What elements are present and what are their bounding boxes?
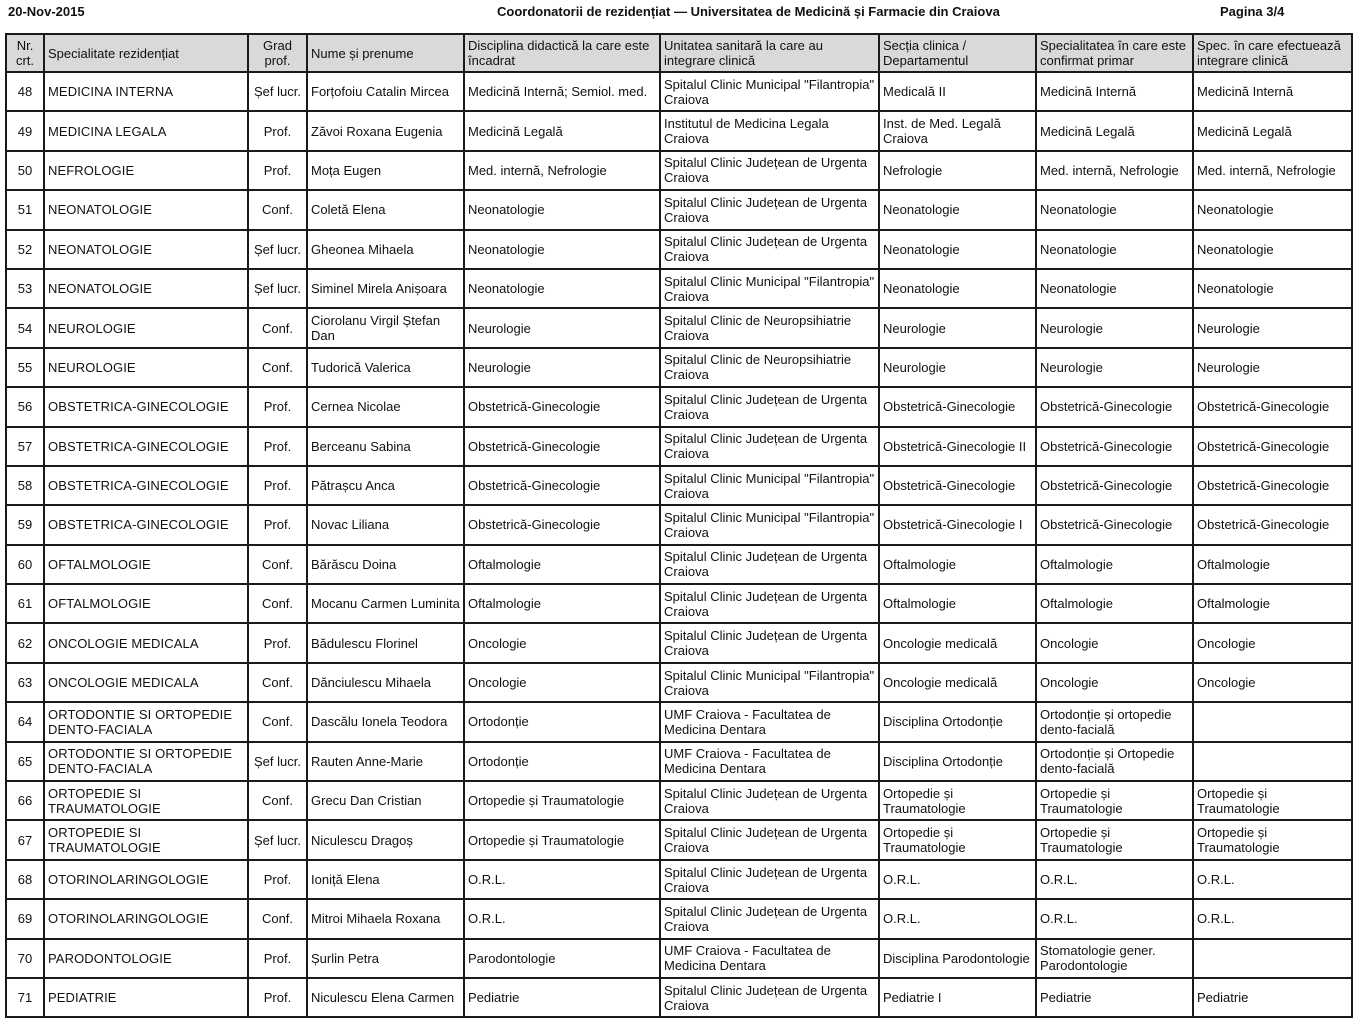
table-cell: 60 <box>6 545 44 584</box>
table-cell: Medicală II <box>879 72 1036 111</box>
table-cell: Obstetrică-Ginecologie <box>1036 466 1193 505</box>
table-cell: Obstetrică-Ginecologie <box>1036 387 1193 426</box>
table-cell: NEUROLOGIE <box>44 348 248 387</box>
table-cell: 50 <box>6 151 44 190</box>
table-cell: Dănciulescu Mihaela <box>307 663 464 702</box>
table-row <box>6 820 1352 859</box>
table-cell: Prof. <box>248 623 307 662</box>
table-cell: Moța Eugen <box>307 151 464 190</box>
table-cell: Oftalmologie <box>879 545 1036 584</box>
table-cell: Oncologie <box>1193 663 1352 702</box>
table-cell: OBSTETRICA-GINECOLOGIE <box>44 505 248 544</box>
table-cell: 70 <box>6 939 44 978</box>
table-row <box>6 151 1352 190</box>
table-cell: Spitalul Clinic Municipal "Filantropia" Craiova <box>660 72 879 111</box>
table-cell: O.R.L. <box>1036 899 1193 938</box>
table-cell: Spitalul Clinic Județean de Urgenta Craiova <box>660 190 879 229</box>
table-cell: OTORINOLARINGOLOGIE <box>44 860 248 899</box>
page-number: Pagina 3/4 <box>1220 4 1285 19</box>
table-cell: Prof. <box>248 466 307 505</box>
table-row <box>6 584 1352 623</box>
table-cell: Stomatologie gener. Parodontologie <box>1036 939 1193 978</box>
table-cell: Ortopedie și Traumatologie <box>1036 781 1193 820</box>
table-cell: Obstetrică-Ginecologie <box>1036 505 1193 544</box>
table-cell <box>1193 742 1352 781</box>
table-cell: Șurlin Petra <box>307 939 464 978</box>
table-cell: Ortopedie și Traumatologie <box>1036 820 1193 859</box>
table-row <box>6 427 1352 466</box>
table-row <box>6 230 1352 269</box>
table-cell: Med. internă, Nefrologie <box>1193 151 1352 190</box>
table-cell: Oncologie <box>464 663 660 702</box>
table-cell: Spitalul Clinic Județean de Urgenta Craiova <box>660 899 879 938</box>
table-cell: 65 <box>6 742 44 781</box>
table-cell: UMF Craiova - Facultatea de Medicina Dentara <box>660 742 879 781</box>
table-cell: Disciplina Ortodonție <box>879 702 1036 741</box>
table-cell: Ortopedie și Traumatologie <box>879 820 1036 859</box>
table-cell: Neonatologie <box>1193 190 1352 229</box>
table-cell: Mitroi Mihaela Roxana <box>307 899 464 938</box>
table-row <box>6 505 1352 544</box>
table-cell: Ortopedie și Traumatologie <box>464 781 660 820</box>
table-cell: Oncologie <box>1193 623 1352 662</box>
table-cell: Șef lucr. <box>248 72 307 111</box>
table-cell: Medicină Legală <box>1036 111 1193 150</box>
table-cell: Conf. <box>248 584 307 623</box>
table-cell: Neonatologie <box>464 269 660 308</box>
table-cell: 48 <box>6 72 44 111</box>
table-cell: Inst. de Med. Legală Craiova <box>879 111 1036 150</box>
table-cell: Neurologie <box>464 348 660 387</box>
table-body <box>6 72 1352 1017</box>
table-cell: Ortopedie și Traumatologie <box>1193 781 1352 820</box>
table-cell: 53 <box>6 269 44 308</box>
table-cell: Prof. <box>248 387 307 426</box>
table-row <box>6 348 1352 387</box>
table-cell: Prof. <box>248 860 307 899</box>
table-cell: OFTALMOLOGIE <box>44 584 248 623</box>
table-cell: Ortodonție și ortopedie dento-facială <box>1036 702 1193 741</box>
document-date: 20-Nov-2015 <box>8 4 85 19</box>
table-cell: Spitalul Clinic Județean de Urgenta Craiova <box>660 427 879 466</box>
table-cell: Oncologie <box>1036 623 1193 662</box>
table-cell: Disciplina Ortodonție <box>879 742 1036 781</box>
table-cell: O.R.L. <box>879 899 1036 938</box>
table-cell: Neonatologie <box>879 230 1036 269</box>
table-cell: ONCOLOGIE MEDICALA <box>44 623 248 662</box>
table-row <box>6 466 1352 505</box>
document-title: Coordonatorii de rezidențiat — Universitatea de Medicină și Farmacie din Craiova <box>497 4 1000 19</box>
column-header: Secția clinica / Departamentul <box>879 34 1036 72</box>
table-cell: 68 <box>6 860 44 899</box>
table-cell: Ortodonție <box>464 702 660 741</box>
table-cell: Prof. <box>248 427 307 466</box>
table-cell: Spitalul Clinic Municipal "Filantropia" Craiova <box>660 663 879 702</box>
table-cell: Oftalmologie <box>879 584 1036 623</box>
table-cell: ORTOPEDIE SI TRAUMATOLOGIE <box>44 820 248 859</box>
column-header: Unitatea sanitară la care au integrare clinică <box>660 34 879 72</box>
table-cell: Oncologie <box>1036 663 1193 702</box>
table-cell: Obstetrică-Ginecologie <box>464 427 660 466</box>
table-cell: Neonatologie <box>1193 230 1352 269</box>
table-cell: Siminel Mirela Anișoara <box>307 269 464 308</box>
table-cell: Forțofoiu Catalin Mircea <box>307 72 464 111</box>
table-cell: Neonatologie <box>879 269 1036 308</box>
table-cell: 61 <box>6 584 44 623</box>
table-cell: Spitalul Clinic Județean de Urgenta Craiova <box>660 387 879 426</box>
table-cell: Zăvoi Roxana Eugenia <box>307 111 464 150</box>
table-cell: Bădulescu Florinel <box>307 623 464 662</box>
table-cell: Obstetrică-Ginecologie <box>1193 427 1352 466</box>
table-cell: Tudorică Valerica <box>307 348 464 387</box>
table-cell: Conf. <box>248 545 307 584</box>
table-cell: Novac Liliana <box>307 505 464 544</box>
table-row <box>6 623 1352 662</box>
table-cell: Oftalmologie <box>1193 584 1352 623</box>
table-cell: 56 <box>6 387 44 426</box>
table-cell: Spitalul Clinic de Neuropsihiatrie Craiova <box>660 348 879 387</box>
table-cell: Cernea Nicolae <box>307 387 464 426</box>
table-cell: Obstetrică-Ginecologie <box>879 466 1036 505</box>
table-cell: Prof. <box>248 151 307 190</box>
table-cell: 67 <box>6 820 44 859</box>
column-header: Grad prof. <box>248 34 307 72</box>
table-cell: Pediatrie I <box>879 978 1036 1017</box>
table-cell: Obstetrică-Ginecologie II <box>879 427 1036 466</box>
table-cell: ORTOPEDIE SI TRAUMATOLOGIE <box>44 781 248 820</box>
table-cell: Neonatologie <box>1036 190 1193 229</box>
table-cell: 66 <box>6 781 44 820</box>
table-row <box>6 190 1352 229</box>
table-cell: Spitalul Clinic Județean de Urgenta Craiova <box>660 545 879 584</box>
table-cell: Neurologie <box>1193 348 1352 387</box>
table-row <box>6 899 1352 938</box>
table-cell: Oftalmologie <box>1036 545 1193 584</box>
table-cell: O.R.L. <box>879 860 1036 899</box>
table-cell: Ortopedie și Traumatologie <box>1193 820 1352 859</box>
table-cell: Spitalul Clinic Județean de Urgenta Craiova <box>660 151 879 190</box>
table-cell: Oftalmologie <box>1036 584 1193 623</box>
table-cell: Conf. <box>248 348 307 387</box>
table-cell: OTORINOLARINGOLOGIE <box>44 899 248 938</box>
table-cell: PARODONTOLOGIE <box>44 939 248 978</box>
table-cell: 49 <box>6 111 44 150</box>
table-cell: Grecu Dan Cristian <box>307 781 464 820</box>
table-cell: Obstetrică-Ginecologie I <box>879 505 1036 544</box>
table-row <box>6 663 1352 702</box>
table-cell: Obstetrică-Ginecologie <box>879 387 1036 426</box>
table-cell: Medicină Legală <box>464 111 660 150</box>
table-cell: Obstetrică-Ginecologie <box>1193 387 1352 426</box>
column-header: Specialitate rezidențiat <box>44 34 248 72</box>
table-cell: Obstetrică-Ginecologie <box>1036 427 1193 466</box>
table-row <box>6 387 1352 426</box>
table-cell: MEDICINA INTERNA <box>44 72 248 111</box>
table-cell: O.R.L. <box>1193 899 1352 938</box>
column-header: Nume și prenume <box>307 34 464 72</box>
table-row <box>6 939 1352 978</box>
table-cell: Prof. <box>248 978 307 1017</box>
table-cell: 54 <box>6 308 44 347</box>
table-cell: Neonatologie <box>1193 269 1352 308</box>
table-cell: NEONATOLOGIE <box>44 269 248 308</box>
table-cell: Pediatrie <box>1193 978 1352 1017</box>
table-cell: Prof. <box>248 939 307 978</box>
table-cell: Șef lucr. <box>248 742 307 781</box>
table-cell: Conf. <box>248 781 307 820</box>
table-cell: PEDIATRIE <box>44 978 248 1017</box>
table-cell: ONCOLOGIE MEDICALA <box>44 663 248 702</box>
table-cell: Spitalul Clinic Județean de Urgenta Craiova <box>660 584 879 623</box>
table-cell: NEONATOLOGIE <box>44 190 248 229</box>
table-cell: Medicină Legală <box>1193 111 1352 150</box>
table-cell: 51 <box>6 190 44 229</box>
table-cell: Neurologie <box>1193 308 1352 347</box>
column-header: Nr. crt. <box>6 34 44 72</box>
table-cell: Rauten Anne-Marie <box>307 742 464 781</box>
table-cell: UMF Craiova - Facultatea de Medicina Dentara <box>660 702 879 741</box>
table-cell: ORTODONTIE SI ORTOPEDIE DENTO-FACIALA <box>44 742 248 781</box>
table-cell: NEUROLOGIE <box>44 308 248 347</box>
table-cell: Pătrașcu Anca <box>307 466 464 505</box>
table-cell: 57 <box>6 427 44 466</box>
table-cell: Șef lucr. <box>248 820 307 859</box>
table-row <box>6 545 1352 584</box>
table-cell: Oftalmologie <box>464 545 660 584</box>
table-row <box>6 111 1352 150</box>
table-cell: Ortopedie și Traumatologie <box>464 820 660 859</box>
table-cell: Medicină Internă; Semiol. med. <box>464 72 660 111</box>
table-row <box>6 269 1352 308</box>
table-cell: OBSTETRICA-GINECOLOGIE <box>44 387 248 426</box>
table-cell: Oncologie medicală <box>879 623 1036 662</box>
table-cell: Disciplina Parodontologie <box>879 939 1036 978</box>
table-cell: Pediatrie <box>464 978 660 1017</box>
table-cell <box>1193 702 1352 741</box>
table-cell: 55 <box>6 348 44 387</box>
table-cell: Ortodonție și Ortopedie dento-facială <box>1036 742 1193 781</box>
table-cell: Neurologie <box>1036 308 1193 347</box>
table-cell: O.R.L. <box>464 860 660 899</box>
table-cell: Medicină Internă <box>1193 72 1352 111</box>
table-cell: Neonatologie <box>1036 230 1193 269</box>
table-cell: Șef lucr. <box>248 269 307 308</box>
table-cell: Neonatologie <box>464 230 660 269</box>
table-cell: Prof. <box>248 111 307 150</box>
table-cell: Ortodonție <box>464 742 660 781</box>
table-cell: Obstetrică-Ginecologie <box>464 387 660 426</box>
table-cell: Neurologie <box>879 308 1036 347</box>
table-cell: Institutul de Medicina Legala Craiova <box>660 111 879 150</box>
table-row <box>6 742 1352 781</box>
table-cell: Obstetrică-Ginecologie <box>464 466 660 505</box>
table-cell: Conf. <box>248 899 307 938</box>
table-cell: Oftalmologie <box>1193 545 1352 584</box>
table-cell: Conf. <box>248 308 307 347</box>
table-cell: OFTALMOLOGIE <box>44 545 248 584</box>
table-cell: Nefrologie <box>879 151 1036 190</box>
table-cell: 59 <box>6 505 44 544</box>
table-cell: Bărăscu Doina <box>307 545 464 584</box>
table-cell: Conf. <box>248 702 307 741</box>
table-cell: Berceanu Sabina <box>307 427 464 466</box>
table-cell: Spitalul Clinic Municipal "Filantropia" Craiova <box>660 505 879 544</box>
table-cell: 69 <box>6 899 44 938</box>
table-cell: Conf. <box>248 663 307 702</box>
table-cell: Niculescu Elena Carmen <box>307 978 464 1017</box>
table-cell: Oncologie medicală <box>879 663 1036 702</box>
table-cell: Neurologie <box>464 308 660 347</box>
table-cell: O.R.L. <box>1036 860 1193 899</box>
table-cell: Spitalul Clinic Județean de Urgenta Craiova <box>660 623 879 662</box>
column-header: Specialitatea în care este confirmat primar <box>1036 34 1193 72</box>
table-cell: 64 <box>6 702 44 741</box>
table-cell: Spitalul Clinic Județean de Urgenta Craiova <box>660 230 879 269</box>
table-cell: Neurologie <box>879 348 1036 387</box>
table-row <box>6 308 1352 347</box>
table-cell: Spitalul Clinic Județean de Urgenta Craiova <box>660 860 879 899</box>
table-cell: 63 <box>6 663 44 702</box>
table-cell: Spitalul Clinic de Neuropsihiatrie Craiova <box>660 308 879 347</box>
table-cell: Coletă Elena <box>307 190 464 229</box>
table-header-row <box>6 34 1352 72</box>
table-cell: O.R.L. <box>1193 860 1352 899</box>
table-cell: Spitalul Clinic Județean de Urgenta Craiova <box>660 820 879 859</box>
table-cell: Obstetrică-Ginecologie <box>1193 466 1352 505</box>
table-cell: Oncologie <box>464 623 660 662</box>
table-cell: Conf. <box>248 190 307 229</box>
table-cell: Neonatologie <box>464 190 660 229</box>
column-header: Disciplina didactică la care este încadrat <box>464 34 660 72</box>
column-header: Spec. în care efectuează integrare clinică <box>1193 34 1352 72</box>
table-cell: Mocanu Carmen Luminita <box>307 584 464 623</box>
table-cell <box>1193 939 1352 978</box>
table-cell: Neonatologie <box>1036 269 1193 308</box>
table-cell: Ioniță Elena <box>307 860 464 899</box>
table-cell: 62 <box>6 623 44 662</box>
table-cell: ORTODONTIE SI ORTOPEDIE DENTO-FACIALA <box>44 702 248 741</box>
table-cell: Spitalul Clinic Municipal "Filantropia" Craiova <box>660 466 879 505</box>
table-cell: Pediatrie <box>1036 978 1193 1017</box>
table-cell: O.R.L. <box>464 899 660 938</box>
table-cell: Neurologie <box>1036 348 1193 387</box>
table-cell: 58 <box>6 466 44 505</box>
table-cell: Obstetrică-Ginecologie <box>464 505 660 544</box>
table-cell: Parodontologie <box>464 939 660 978</box>
table-cell: Med. internă, Nefrologie <box>1036 151 1193 190</box>
table-cell: Ortopedie și Traumatologie <box>879 781 1036 820</box>
table-cell: Dascălu Ionela Teodora <box>307 702 464 741</box>
table-cell: Med. internă, Nefrologie <box>464 151 660 190</box>
table-cell: Șef lucr. <box>248 230 307 269</box>
table-cell: Gheonea Mihaela <box>307 230 464 269</box>
table-cell: OBSTETRICA-GINECOLOGIE <box>44 427 248 466</box>
table-cell: UMF Craiova - Facultatea de Medicina Dentara <box>660 939 879 978</box>
table-cell: Medicină Internă <box>1036 72 1193 111</box>
table-cell: Neonatologie <box>879 190 1036 229</box>
table-cell: 71 <box>6 978 44 1017</box>
table-cell: MEDICINA LEGALA <box>44 111 248 150</box>
table-row <box>6 781 1352 820</box>
table-row <box>6 72 1352 111</box>
table-cell: Spitalul Clinic Județean de Urgenta Craiova <box>660 978 879 1017</box>
table-row <box>6 860 1352 899</box>
coordinators-table <box>5 33 1353 1018</box>
table-cell: Spitalul Clinic Județean de Urgenta Craiova <box>660 781 879 820</box>
table-cell: Ciorolanu Virgil Ștefan Dan <box>307 308 464 347</box>
table-cell: 52 <box>6 230 44 269</box>
table-cell: NEFROLOGIE <box>44 151 248 190</box>
table-cell: Spitalul Clinic Municipal "Filantropia" Craiova <box>660 269 879 308</box>
table-row <box>6 702 1352 741</box>
table-cell: NEONATOLOGIE <box>44 230 248 269</box>
table-cell: Prof. <box>248 505 307 544</box>
table-cell: Obstetrică-Ginecologie <box>1193 505 1352 544</box>
table-cell: Oftalmologie <box>464 584 660 623</box>
table-cell: Niculescu Dragoș <box>307 820 464 859</box>
table-cell: OBSTETRICA-GINECOLOGIE <box>44 466 248 505</box>
table-row <box>6 978 1352 1017</box>
